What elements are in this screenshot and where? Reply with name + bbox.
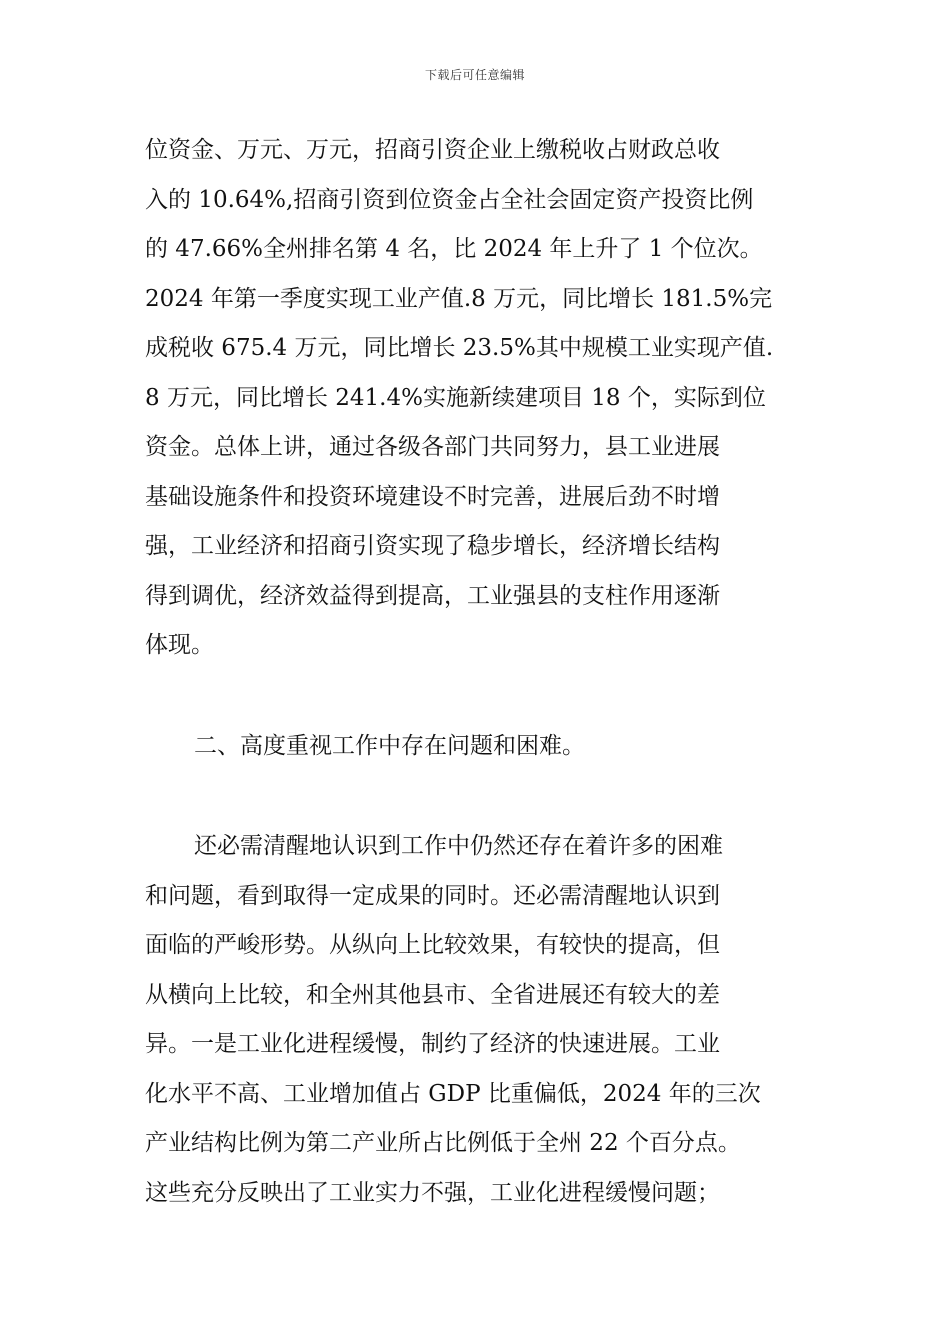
paragraph-line: 化水平不高、工业增加值占 GDP 比重偏低，2024 年的三次 — [145, 1080, 761, 1107]
paragraph-line: 资金。总体上讲，通过各级各部门共同努力，县工业进展 — [145, 434, 720, 460]
paragraph-line: 和问题，看到取得一定成果的同时。还必需清醒地认识到 — [145, 882, 720, 909]
paragraph-line: 基础设施条件和投资环境建设不时完善，进展后劲不时增 — [145, 483, 720, 510]
body-paragraph-2 — [145, 822, 815, 1218]
paragraph-line: 还必需清醒地认识到工作中仍然还存在着许多的困难 — [194, 833, 723, 859]
paragraph-line: 的 47.66%全州排名第 4 名，比 2024 年上升了 1 个位次。 — [145, 236, 763, 262]
paragraph-line: 产业结构比例为第二产业所占比例低于全州 22 个百分点。 — [145, 1130, 741, 1156]
paragraph-line: 8 万元，同比增长 241.4%实施新续建项目 18 个，实际到位 — [145, 384, 766, 411]
paragraph-line: 这些充分反映出了工业实力不强，工业化进程缓慢问题； — [145, 1179, 720, 1206]
paragraph-line: 成税收 675.4 万元，同比增长 23.5%其中规模工业实现产值. — [145, 335, 774, 361]
paragraph-line: 异。一是工业化进程缓慢，制约了经济的快速进展。工业 — [145, 1031, 720, 1057]
paragraph-line: 面临的严峻形势。从纵向上比较效果，有较快的提高，但 — [145, 932, 720, 958]
paragraph-line: 2024 年第一季度实现工业产值.8 万元，同比增长 181.5%完 — [145, 285, 773, 312]
paragraph-line: 体现。 — [145, 632, 214, 658]
page-header-note: 下载后可任意编辑 — [424, 68, 525, 82]
section-heading: 二、高度重视工作中存在问题和困难。 — [194, 733, 585, 759]
paragraph-line: 强，工业经济和招商引资实现了稳步增长，经济增长结构 — [145, 533, 720, 559]
paragraph-line: 得到调优，经济效益得到提高，工业强县的支柱作用逐渐 — [145, 582, 720, 609]
body-paragraph-1 — [145, 126, 815, 671]
paragraph-line: 从横向上比较，和全州其他县市、全省进展还有较大的差 — [145, 981, 720, 1008]
paragraph-line: 入的 10.64%,招商引资到位资金占全社会固定资产投资比例 — [145, 186, 754, 213]
paragraph-line: 位资金、万元、万元，招商引资企业上缴税收占财政总收 — [145, 137, 720, 163]
